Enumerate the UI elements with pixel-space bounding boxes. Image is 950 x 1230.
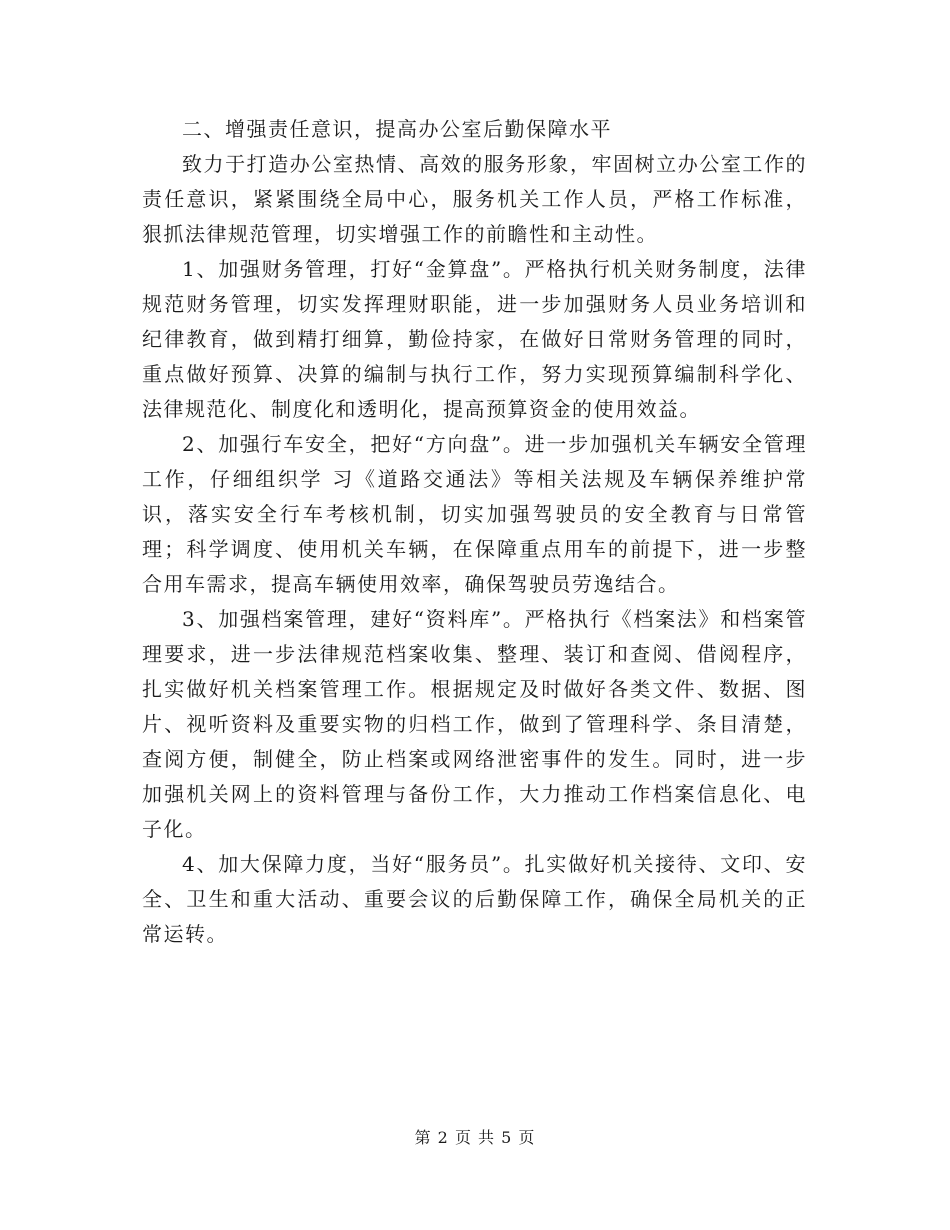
paragraph-finance: 1、加强财务管理，打好“金算盘”。严格执行机关财务制度，法律规范财务管理，切实发挥理财职能，进一步加强财务人员业务培训和纪律教育，做到精打细算，勤俭持家，在做好日常财务管理的同时，重点做好预算、决算的编制与执行工作，努力实现预算编制科学化、法律规范化、制度化和透明化，提高预算资金的使用效益。 [142,257,807,421]
section-heading: 二、增强责任意识，提高办公室后勤保障水平 [182,117,612,141]
paragraph-archives: 3、加强档案管理，建好“资料库”。严格执行《档案法》和档案管理要求，进一步法律规范档案收集、整理、装订和查阅、借阅程序，扎实做好机关档案管理工作。根据规定及时做好各类文件、数据、图片、视听资料及重要实物的归档工作，做到了管理科学、条目清楚，查阅方便，制健全，防止档案或网络泄密事件的发生。同时，进一步加强机关网上的资料管理与备份工作，大力推动工作档案信息化、电子化。 [142,607,807,841]
document-body [142,112,807,952]
paragraph-intro: 致力于打造办公室热情、高效的服务形象，牢固树立办公室工作的责任意识，紧紧围绕全局中心，服务机关工作人员，严格工作标准，狠抓法律规范管理，切实增强工作的前瞻性和主动性。 [142,152,807,246]
paragraph-support: 4、加大保障力度，当好“服务员”。扎实做好机关接待、文印、安全、卫生和重大活动、重要会议的后勤保障工作，确保全局机关的正常运转。 [142,852,807,946]
paragraph-vehicle-safety: 2、加强行车安全，把好“方向盘”。进一步加强机关车辆安全管理工作，仔细组织学 习《道路交通法》等相关法规及车辆保养维护常识，落实安全行车考核机制，切实加强驾驶员的安全教育与日常管理；科学调度、使用机关车辆，在保障重点用车的前提下，进一步整合用车需求，提高车辆使用效率，确保驾驶员劳逸结合。 [142,432,807,596]
page-number: 第 2 页 共 5 页 [414,1128,536,1147]
